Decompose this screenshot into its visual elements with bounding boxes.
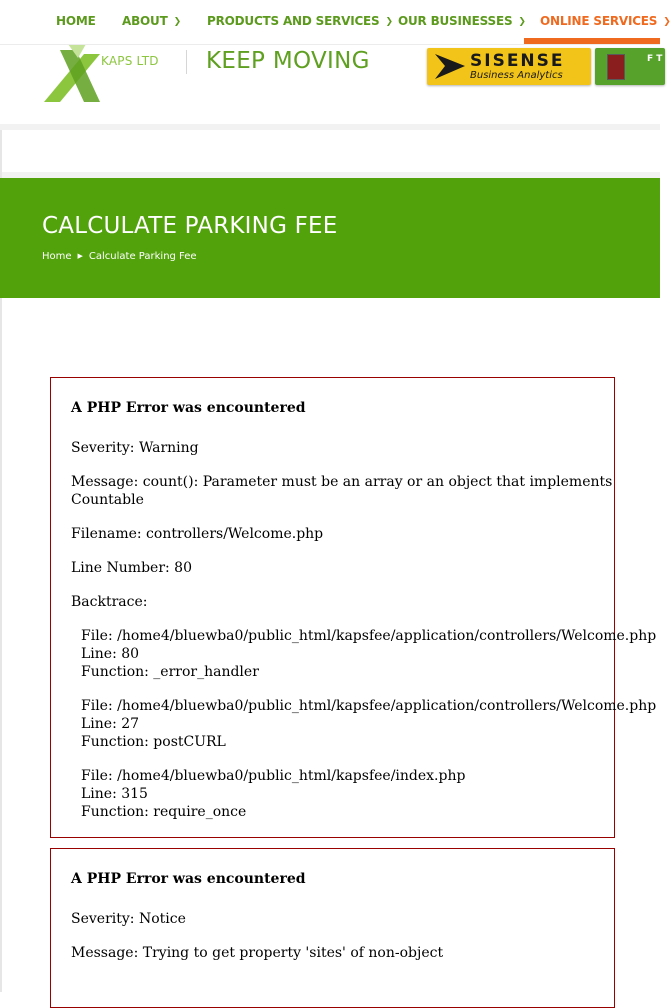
chevron-down-icon: ❯: [518, 17, 526, 27]
flag-icon: [607, 54, 625, 80]
nav-home[interactable]: HOME: [56, 14, 96, 28]
chevron-down-icon: ❯: [173, 17, 181, 27]
top-navigation: [0, 0, 671, 45]
backtrace-line: Line: 315: [81, 786, 148, 802]
error-heading: A PHP Error was encountered: [71, 871, 306, 887]
logo-divider: [186, 50, 187, 74]
sisense-subtitle: Business Analytics: [470, 70, 563, 81]
page-title: CALCULATE PARKING FEE: [42, 213, 338, 239]
spacer-strip: [2, 130, 660, 178]
sisense-name: SISENSE: [470, 51, 565, 71]
nav-our-businesses[interactable]: OUR BUSINESSES ❯: [398, 14, 526, 28]
caret-right-icon: ▶: [77, 252, 83, 260]
php-error-box: [50, 848, 615, 1008]
breadcrumb: [42, 251, 197, 262]
nav-about[interactable]: ABOUT ❯: [122, 14, 181, 28]
error-severity: Severity: Notice: [71, 911, 186, 927]
site-header: [0, 44, 663, 126]
partner-banner-text: F T: [647, 54, 663, 64]
error-line-number: Line Number: 80: [71, 560, 192, 576]
page-title-banner: [0, 178, 660, 298]
sisense-logo-icon: [435, 54, 465, 79]
error-backtrace-label: Backtrace:: [71, 594, 148, 610]
error-message-line1: Message: count(): Parameter must be an array or an object that implements: [71, 474, 613, 490]
backtrace-file: File: /home4/bluewba0/public_html/kapsfee/application/controllers/Welcome.php: [81, 698, 657, 714]
php-error-box: [50, 377, 657, 838]
error-filename: Filename: controllers/Welcome.php: [71, 526, 324, 542]
breadcrumb-home[interactable]: Home: [42, 251, 72, 262]
chevron-down-icon: ❯: [663, 17, 671, 27]
backtrace-line: Line: 80: [81, 646, 140, 662]
logo-text: KAPS LTD: [101, 54, 159, 68]
backtrace-file: File: /home4/bluewba0/public_html/kapsfee/index.php: [81, 768, 466, 784]
error-message-line1: Message: Trying to get property 'sites' of non-object: [71, 945, 444, 961]
backtrace-function: Function: _error_handler: [81, 664, 259, 680]
breadcrumb-current: Calculate Parking Fee: [88, 251, 197, 262]
partner-banner[interactable]: [595, 48, 665, 85]
backtrace-file: File: /home4/bluewba0/public_html/kapsfee/application/controllers/Welcome.php: [81, 628, 657, 644]
error-message-line2: Countable: [71, 492, 144, 508]
nav-online-services[interactable]: ONLINE SERVICES ❯: [540, 14, 671, 28]
backtrace-function: Function: require_once: [81, 804, 247, 820]
sisense-banner[interactable]: [427, 48, 591, 85]
nav-products-and-services[interactable]: PRODUCTS AND SERVICES ❯: [207, 14, 393, 28]
chevron-down-icon: ❯: [385, 17, 393, 27]
error-severity: Severity: Warning: [71, 440, 199, 456]
nav-active-indicator: [524, 38, 660, 44]
error-heading: A PHP Error was encountered: [71, 400, 306, 416]
tagline: KEEP MOVING: [206, 48, 370, 74]
backtrace-line: Line: 27: [81, 716, 140, 732]
backtrace-function: Function: postCURL: [81, 734, 226, 750]
